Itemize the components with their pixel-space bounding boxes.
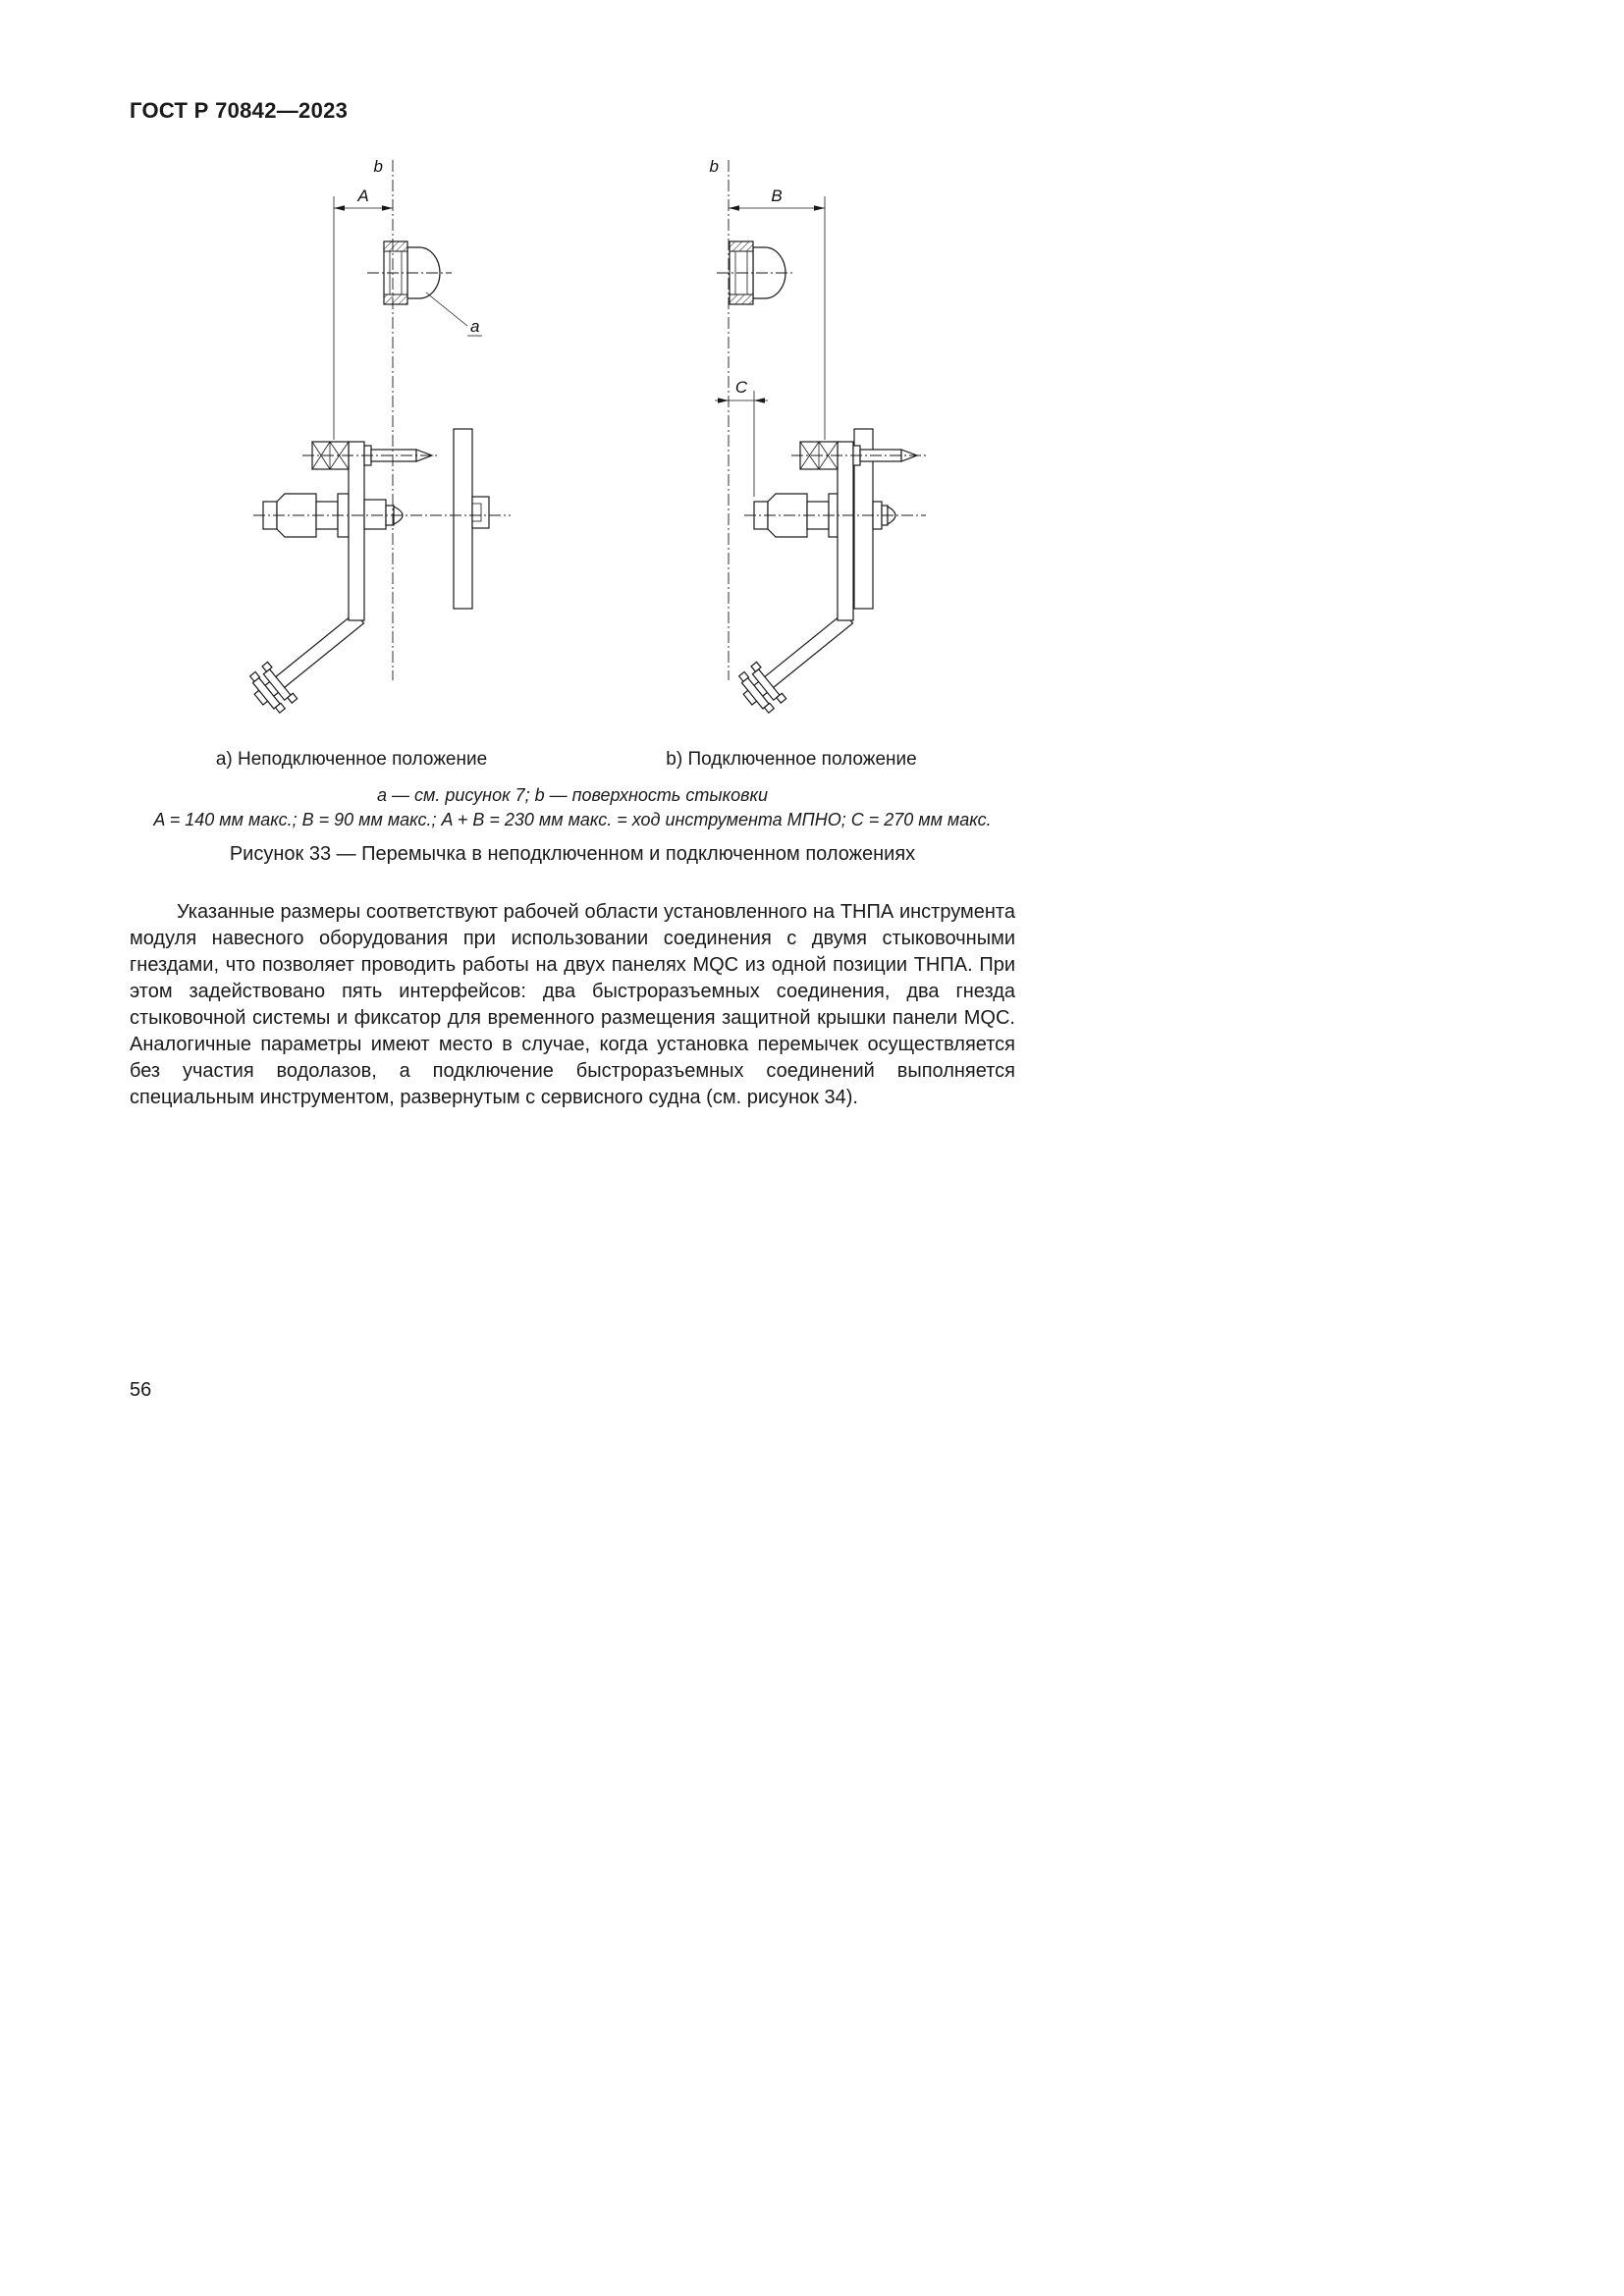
- dimension-A: [334, 187, 393, 440]
- jumper-tool: [732, 429, 917, 718]
- subcaption-a: a) Неподключенное положение: [215, 749, 488, 770]
- body-paragraph: Указанные размеры соответствуют рабочей области установленного на ТНПА инструмента модуля навесного оборудования при использовании соединения с двумя стыковочными гнездами, что позволяет проводить работы на двух панелях MQC из одной позиции ТНПА. При этом задействовано пять интерфейсов: два быстроразъемных соединения, два гнезда стыковочной системы и фиксатор для временного размещения защитной крышки панели MQC. Аналогичные параметры имеют место в случае, когда установка перемычек осуществляется без участия водолазов, а подключение быстроразъемных соединений выполняется специальным инструментом, развернутым с сервисного судна (см. рисунок 34).: [130, 901, 1015, 1108]
- tool-plate: [838, 442, 853, 620]
- figure-33: [130, 145, 1015, 781]
- dimension-C-label: C: [734, 378, 748, 397]
- dimension-B-label: B: [771, 187, 783, 205]
- subcaption-b: b) Подключенное положение: [666, 749, 917, 770]
- figure-legend-line2: A = 140 мм макс.; B = 90 мм макс.; A + B = 230 мм макс. = ход инструмента МПНО; C = 270 мм макс.: [153, 810, 992, 829]
- page-number: 56: [130, 1379, 152, 1401]
- dimension-B: [729, 187, 825, 440]
- surface-b-label: b: [373, 157, 383, 176]
- figure-caption: Рисунок 33 — Перемычка в неподключенном и подключенном положениях: [229, 843, 916, 865]
- surface-b-label: b: [709, 157, 719, 176]
- callout-a: [426, 293, 482, 336]
- figure-a-drawing: [224, 145, 518, 724]
- jumper-tool: [244, 429, 489, 718]
- docking-panel-plate: [454, 429, 472, 609]
- tool-plate: [349, 442, 364, 620]
- figure-b-drawing: [685, 145, 980, 724]
- figure-legend-line1: a — см. рисунок 7; b — поверхность стыковки: [377, 785, 768, 805]
- standard-designation: ГОСТ Р 70842—2023: [130, 98, 349, 123]
- dimension-A-label: A: [357, 187, 369, 205]
- dimension-C: [715, 378, 768, 497]
- callout-a-label: a: [470, 317, 480, 336]
- figure-subcaptions: [130, 749, 1015, 773]
